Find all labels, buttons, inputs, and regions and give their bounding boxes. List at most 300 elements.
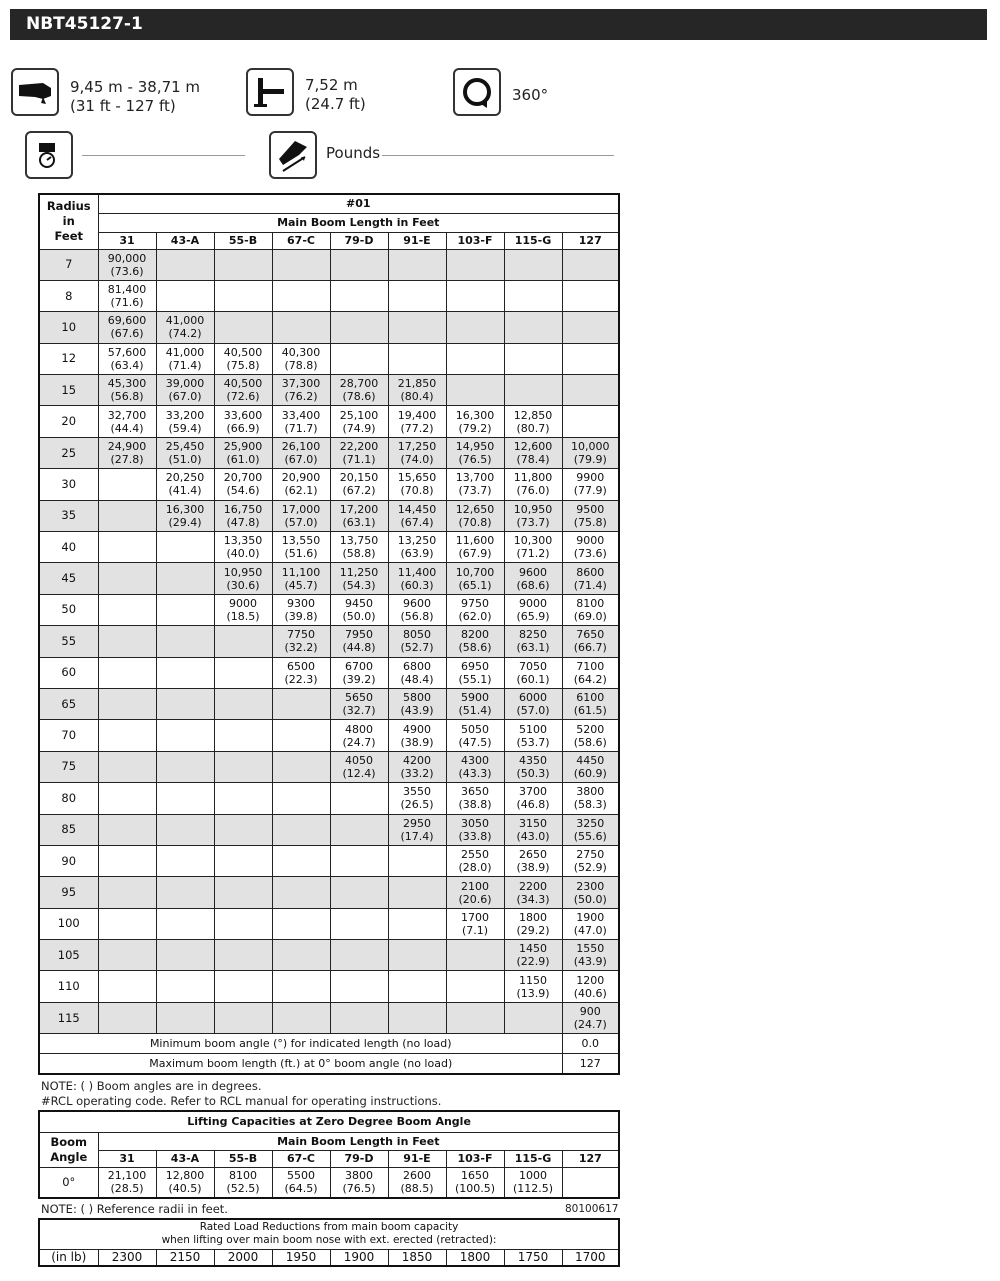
capacity-cell bbox=[156, 783, 214, 814]
capacity-cell bbox=[214, 783, 272, 814]
capacity-cell bbox=[214, 751, 272, 782]
capacity-cell: 10,300 (71.2) bbox=[504, 532, 562, 563]
outrigger-icon bbox=[246, 68, 294, 116]
boom-length-column-header: 55-B bbox=[214, 232, 272, 249]
reduction-value: 1750 bbox=[504, 1249, 562, 1266]
capacity-cell bbox=[214, 908, 272, 939]
max-boom-length-label: Maximum boom length (ft.) at 0° boom angle (no load) bbox=[39, 1054, 562, 1074]
capacity-cell bbox=[388, 908, 446, 939]
capacity-cell: 20,150 (67.2) bbox=[330, 469, 388, 500]
capacity-cell bbox=[156, 688, 214, 719]
reductions-unit-label: (in lb) bbox=[39, 1249, 98, 1266]
capacity-cell: 13,250 (63.9) bbox=[388, 532, 446, 563]
capacity-cell: 1700 (7.1) bbox=[446, 908, 504, 939]
table-row bbox=[39, 657, 619, 688]
zero-angle-title: Lifting Capacities at Zero Degree Boom Angle bbox=[39, 1111, 619, 1132]
radius-cell: 30 bbox=[39, 469, 98, 500]
radius-cell: 8 bbox=[39, 280, 98, 311]
outrigger-span-feet: (24.7 ft) bbox=[305, 95, 366, 113]
capacity-cell: 1900 (47.0) bbox=[562, 908, 619, 939]
zero-capacity-cell: 2600 (88.5) bbox=[388, 1167, 446, 1198]
capacity-cell: 4300 (43.3) bbox=[446, 751, 504, 782]
capacity-cell: 17,000 (57.0) bbox=[272, 500, 330, 531]
table-row bbox=[39, 532, 619, 563]
document-title: NBT45127-1 bbox=[10, 9, 987, 40]
radius-cell: 100 bbox=[39, 908, 98, 939]
capacity-cell: 12,650 (70.8) bbox=[446, 500, 504, 531]
zero-capacity-cell: 1650 (100.5) bbox=[446, 1167, 504, 1198]
capacity-cell: 6800 (48.4) bbox=[388, 657, 446, 688]
capacity-cell bbox=[98, 814, 156, 845]
capacity-cell bbox=[562, 375, 619, 406]
capacity-cell: 9600 (56.8) bbox=[388, 594, 446, 625]
capacity-cell: 5100 (53.7) bbox=[504, 720, 562, 751]
capacity-cell bbox=[504, 249, 562, 280]
zero-length-column-header: 91-E bbox=[388, 1150, 446, 1167]
capacity-cell: 5650 (32.7) bbox=[330, 688, 388, 719]
capacity-cell: 11,250 (54.3) bbox=[330, 563, 388, 594]
table-row bbox=[39, 845, 619, 876]
min-boom-angle-label: Minimum boom angle (°) for indicated length (no load) bbox=[39, 1034, 562, 1054]
capacity-cell: 1550 (43.9) bbox=[562, 940, 619, 971]
reductions-table bbox=[38, 1218, 620, 1267]
counterweight-icon bbox=[25, 131, 73, 179]
capacity-cell bbox=[330, 845, 388, 876]
radius-cell: 45 bbox=[39, 563, 98, 594]
capacity-cell bbox=[214, 814, 272, 845]
table-row bbox=[39, 437, 619, 468]
capacity-cell: 41,000 (71.4) bbox=[156, 343, 214, 374]
capacity-cell: 3650 (38.8) bbox=[446, 783, 504, 814]
capacity-cell: 22,200 (71.1) bbox=[330, 437, 388, 468]
capacity-cell: 6950 (55.1) bbox=[446, 657, 504, 688]
capacity-cell bbox=[98, 845, 156, 876]
zero-capacity-cell: 1000 (112.5) bbox=[504, 1167, 562, 1198]
capacity-cell: 4200 (33.2) bbox=[388, 751, 446, 782]
capacity-cell bbox=[98, 751, 156, 782]
radius-header: Radius in Feet bbox=[39, 194, 98, 249]
capacity-cell: 1800 (29.2) bbox=[504, 908, 562, 939]
radius-cell: 115 bbox=[39, 1002, 98, 1033]
table-row bbox=[39, 375, 619, 406]
capacity-cell bbox=[272, 249, 330, 280]
capacity-cell: 10,000 (79.9) bbox=[562, 437, 619, 468]
note-reference-radii: NOTE: ( ) Reference radii in feet. bbox=[41, 1202, 228, 1216]
capacity-cell: 33,600 (66.9) bbox=[214, 406, 272, 437]
boom-length-column-header: 115-G bbox=[504, 232, 562, 249]
table-row bbox=[39, 720, 619, 751]
capacity-cell: 17,250 (74.0) bbox=[388, 437, 446, 468]
capacity-cell: 12,850 (80.7) bbox=[504, 406, 562, 437]
capacity-cell: 900 (24.7) bbox=[562, 1002, 619, 1033]
zero-length-column-header: 43-A bbox=[156, 1150, 214, 1167]
zero-angle-label: 0° bbox=[39, 1167, 98, 1198]
capacity-cell: 1200 (40.6) bbox=[562, 971, 619, 1002]
table-row bbox=[39, 626, 619, 657]
capacity-cell: 9000 (18.5) bbox=[214, 594, 272, 625]
capacity-cell bbox=[272, 877, 330, 908]
table-row bbox=[39, 563, 619, 594]
capacity-cell: 4900 (38.9) bbox=[388, 720, 446, 751]
capacity-cell: 10,950 (73.7) bbox=[504, 500, 562, 531]
radius-cell: 60 bbox=[39, 657, 98, 688]
capacity-cell bbox=[214, 626, 272, 657]
capacity-cell bbox=[98, 500, 156, 531]
capacity-cell: 20,900 (62.1) bbox=[272, 469, 330, 500]
zero-length-column-header: 127 bbox=[562, 1150, 619, 1167]
note-boom-angles: NOTE: ( ) Boom angles are in degrees. bbox=[41, 1079, 262, 1093]
capacity-cell bbox=[98, 877, 156, 908]
capacity-cell bbox=[446, 280, 504, 311]
reduction-value: 2150 bbox=[156, 1249, 214, 1266]
capacity-cell bbox=[156, 563, 214, 594]
boom-length-column-header: 103-F bbox=[446, 232, 504, 249]
radius-cell: 75 bbox=[39, 751, 98, 782]
capacity-cell bbox=[388, 1002, 446, 1033]
capacity-cell: 9000 (73.6) bbox=[562, 532, 619, 563]
capacity-cell: 33,400 (71.7) bbox=[272, 406, 330, 437]
capacity-cell bbox=[272, 908, 330, 939]
table-row bbox=[39, 500, 619, 531]
radius-cell: 35 bbox=[39, 500, 98, 531]
boom-length-column-header: 91-E bbox=[388, 232, 446, 249]
capacity-cell bbox=[504, 280, 562, 311]
capacity-cell bbox=[156, 971, 214, 1002]
zero-capacity-cell: 12,800 (40.5) bbox=[156, 1167, 214, 1198]
capacity-cell bbox=[446, 375, 504, 406]
table-row bbox=[39, 751, 619, 782]
capacity-cell bbox=[330, 1002, 388, 1033]
radius-cell: 90 bbox=[39, 845, 98, 876]
table-row bbox=[39, 280, 619, 311]
capacity-cell: 2550 (28.0) bbox=[446, 845, 504, 876]
capacity-cell bbox=[156, 720, 214, 751]
boom-length-column-header: 67-C bbox=[272, 232, 330, 249]
reduction-value: 1700 bbox=[562, 1249, 619, 1266]
capacity-cell: 13,350 (40.0) bbox=[214, 532, 272, 563]
max-boom-length-value: 127 bbox=[562, 1054, 619, 1074]
capacity-cell: 8200 (58.6) bbox=[446, 626, 504, 657]
load-units-icon bbox=[269, 131, 317, 179]
load-units-label: Pounds bbox=[326, 144, 381, 162]
capacity-cell: 40,300 (78.8) bbox=[272, 343, 330, 374]
capacity-cell bbox=[388, 249, 446, 280]
capacity-cell: 90,000 (73.6) bbox=[98, 249, 156, 280]
capacity-cell: 7950 (44.8) bbox=[330, 626, 388, 657]
capacity-cell bbox=[156, 751, 214, 782]
capacity-cell bbox=[156, 249, 214, 280]
zero-length-column-header: 115-G bbox=[504, 1150, 562, 1167]
capacity-cell bbox=[388, 971, 446, 1002]
table-row bbox=[39, 877, 619, 908]
boom-range-feet: (31 ft - 127 ft) bbox=[70, 97, 176, 115]
capacity-cell bbox=[272, 845, 330, 876]
capacity-cell: 9450 (50.0) bbox=[330, 594, 388, 625]
capacity-cell: 9750 (62.0) bbox=[446, 594, 504, 625]
capacity-cell: 9000 (65.9) bbox=[504, 594, 562, 625]
capacity-cell bbox=[156, 877, 214, 908]
capacity-cell bbox=[562, 343, 619, 374]
capacity-cell bbox=[98, 688, 156, 719]
capacity-cell bbox=[272, 1002, 330, 1033]
capacity-cell: 25,900 (61.0) bbox=[214, 437, 272, 468]
zero-capacity-cell: 8100 (52.5) bbox=[214, 1167, 272, 1198]
capacity-cell: 69,600 (67.6) bbox=[98, 312, 156, 343]
capacity-cell bbox=[156, 594, 214, 625]
capacity-cell bbox=[98, 469, 156, 500]
capacity-cell: 9300 (39.8) bbox=[272, 594, 330, 625]
zero-length-header: Main Boom Length in Feet bbox=[98, 1132, 619, 1150]
capacity-cell bbox=[272, 783, 330, 814]
capacity-cell: 39,000 (67.0) bbox=[156, 375, 214, 406]
zero-length-column-header: 67-C bbox=[272, 1150, 330, 1167]
radius-cell: 95 bbox=[39, 877, 98, 908]
capacity-cell: 11,600 (67.9) bbox=[446, 532, 504, 563]
radius-cell: 10 bbox=[39, 312, 98, 343]
capacity-cell: 57,600 (63.4) bbox=[98, 343, 156, 374]
capacity-cell bbox=[98, 940, 156, 971]
capacity-cell: 10,700 (65.1) bbox=[446, 563, 504, 594]
capacity-cell: 7750 (32.2) bbox=[272, 626, 330, 657]
capacity-cell bbox=[214, 877, 272, 908]
capacity-cell: 5900 (51.4) bbox=[446, 688, 504, 719]
table-row bbox=[39, 312, 619, 343]
boom-length-column-header: 79-D bbox=[330, 232, 388, 249]
capacity-cell bbox=[504, 375, 562, 406]
capacity-cell: 13,550 (51.6) bbox=[272, 532, 330, 563]
note-rcl-code: #RCL operating code. Refer to RCL manual for operating instructions. bbox=[41, 1094, 442, 1108]
zero-capacity-cell: 21,100 (28.5) bbox=[98, 1167, 156, 1198]
radius-cell: 40 bbox=[39, 532, 98, 563]
capacity-cell: 11,100 (45.7) bbox=[272, 563, 330, 594]
capacity-cell bbox=[388, 280, 446, 311]
radius-cell: 20 bbox=[39, 406, 98, 437]
boom-length-icon bbox=[11, 68, 59, 116]
capacity-cell: 3700 (46.8) bbox=[504, 783, 562, 814]
table-row bbox=[39, 249, 619, 280]
min-boom-angle-value: 0.0 bbox=[562, 1034, 619, 1054]
capacity-cell: 6500 (22.3) bbox=[272, 657, 330, 688]
rotation-icon bbox=[453, 68, 501, 116]
capacity-cell bbox=[214, 249, 272, 280]
capacity-cell: 14,450 (67.4) bbox=[388, 500, 446, 531]
reduction-value: 1850 bbox=[388, 1249, 446, 1266]
capacity-cell bbox=[98, 971, 156, 1002]
capacity-cell bbox=[504, 343, 562, 374]
reduction-value: 1950 bbox=[272, 1249, 330, 1266]
capacity-cell bbox=[388, 877, 446, 908]
capacity-cell bbox=[98, 563, 156, 594]
outrigger-span-metric: 7,52 m bbox=[305, 76, 358, 94]
capacity-cell: 81,400 (71.6) bbox=[98, 280, 156, 311]
capacity-cell bbox=[446, 1002, 504, 1033]
capacity-cell bbox=[272, 814, 330, 845]
capacity-cell: 6000 (57.0) bbox=[504, 688, 562, 719]
capacity-cell bbox=[156, 532, 214, 563]
table-row bbox=[39, 1002, 619, 1033]
capacity-cell: 33,200 (59.4) bbox=[156, 406, 214, 437]
zero-capacity-cell: 5500 (64.5) bbox=[272, 1167, 330, 1198]
capacity-cell bbox=[156, 657, 214, 688]
table-row bbox=[39, 688, 619, 719]
capacity-cell: 6100 (61.5) bbox=[562, 688, 619, 719]
radius-cell: 85 bbox=[39, 814, 98, 845]
capacity-cell: 13,700 (73.7) bbox=[446, 469, 504, 500]
radius-cell: 50 bbox=[39, 594, 98, 625]
zero-length-column-header: 55-B bbox=[214, 1150, 272, 1167]
boom-length-header: Main Boom Length in Feet bbox=[98, 213, 619, 232]
capacity-cell bbox=[330, 940, 388, 971]
divider-line bbox=[382, 155, 614, 156]
capacity-cell: 14,950 (76.5) bbox=[446, 437, 504, 468]
capacity-cell: 17,200 (63.1) bbox=[330, 500, 388, 531]
radius-cell: 15 bbox=[39, 375, 98, 406]
capacity-cell: 7650 (66.7) bbox=[562, 626, 619, 657]
capacity-cell: 15,650 (70.8) bbox=[388, 469, 446, 500]
capacity-cell: 2650 (38.9) bbox=[504, 845, 562, 876]
capacity-cell: 8050 (52.7) bbox=[388, 626, 446, 657]
capacity-cell bbox=[98, 1002, 156, 1033]
capacity-cell: 2750 (52.9) bbox=[562, 845, 619, 876]
capacity-cell: 21,850 (80.4) bbox=[388, 375, 446, 406]
capacity-cell bbox=[272, 751, 330, 782]
capacity-cell bbox=[330, 343, 388, 374]
reduction-value: 1900 bbox=[330, 1249, 388, 1266]
capacity-cell: 8600 (71.4) bbox=[562, 563, 619, 594]
capacity-cell bbox=[330, 971, 388, 1002]
capacity-cell: 8100 (69.0) bbox=[562, 594, 619, 625]
capacity-cell bbox=[98, 626, 156, 657]
capacity-cell: 5200 (58.6) bbox=[562, 720, 619, 751]
capacity-cell: 16,750 (47.8) bbox=[214, 500, 272, 531]
radius-cell: 80 bbox=[39, 783, 98, 814]
boom-length-column-header: 43-A bbox=[156, 232, 214, 249]
zero-length-column-header: 103-F bbox=[446, 1150, 504, 1167]
capacity-cell bbox=[562, 280, 619, 311]
reductions-title: Rated Load Reductions from main boom capacity when lifting over main boom nose with ext. erected (retracted): bbox=[39, 1219, 619, 1249]
capacity-cell bbox=[272, 312, 330, 343]
capacity-cell bbox=[156, 908, 214, 939]
capacity-cell: 11,400 (60.3) bbox=[388, 563, 446, 594]
capacity-cell bbox=[214, 657, 272, 688]
capacity-cell bbox=[98, 720, 156, 751]
zero-length-column-header: 31 bbox=[98, 1150, 156, 1167]
capacity-cell: 4050 (12.4) bbox=[330, 751, 388, 782]
capacity-cell: 3800 (58.3) bbox=[562, 783, 619, 814]
table-row bbox=[39, 469, 619, 500]
boom-length-column-header: 127 bbox=[562, 232, 619, 249]
zero-length-column-header: 79-D bbox=[330, 1150, 388, 1167]
boom-range-metric: 9,45 m - 38,71 m bbox=[70, 78, 201, 96]
capacity-cell: 37,300 (76.2) bbox=[272, 375, 330, 406]
capacity-cell: 25,100 (74.9) bbox=[330, 406, 388, 437]
capacity-cell bbox=[214, 845, 272, 876]
capacity-cell bbox=[156, 280, 214, 311]
capacity-cell: 28,700 (78.6) bbox=[330, 375, 388, 406]
capacity-cell bbox=[504, 312, 562, 343]
capacity-cell: 26,100 (67.0) bbox=[272, 437, 330, 468]
radius-cell: 65 bbox=[39, 688, 98, 719]
capacity-cell: 4450 (60.9) bbox=[562, 751, 619, 782]
table-row bbox=[39, 908, 619, 939]
capacity-cell bbox=[272, 688, 330, 719]
capacity-cell bbox=[214, 312, 272, 343]
capacity-cell bbox=[330, 814, 388, 845]
reduction-value: 1800 bbox=[446, 1249, 504, 1266]
capacity-cell: 9900 (77.9) bbox=[562, 469, 619, 500]
table-row bbox=[39, 594, 619, 625]
capacity-cell bbox=[156, 845, 214, 876]
boom-length-column-header: 31 bbox=[98, 232, 156, 249]
capacity-cell bbox=[504, 1002, 562, 1033]
capacity-cell: 20,700 (54.6) bbox=[214, 469, 272, 500]
capacity-cell: 7100 (64.2) bbox=[562, 657, 619, 688]
load-chart-table bbox=[38, 193, 620, 1075]
divider-line bbox=[82, 155, 245, 156]
capacity-cell bbox=[330, 877, 388, 908]
document-number: 80100617 bbox=[565, 1203, 619, 1215]
capacity-cell: 16,300 (79.2) bbox=[446, 406, 504, 437]
capacity-cell bbox=[272, 940, 330, 971]
table-row bbox=[39, 343, 619, 374]
capacity-cell: 1150 (13.9) bbox=[504, 971, 562, 1002]
capacity-cell bbox=[156, 1002, 214, 1033]
capacity-cell bbox=[272, 720, 330, 751]
capacity-cell bbox=[330, 908, 388, 939]
table-row bbox=[39, 940, 619, 971]
capacity-cell: 25,450 (51.0) bbox=[156, 437, 214, 468]
radius-cell: 12 bbox=[39, 343, 98, 374]
capacity-cell: 13,750 (58.8) bbox=[330, 532, 388, 563]
capacity-cell bbox=[330, 249, 388, 280]
capacity-cell: 2950 (17.4) bbox=[388, 814, 446, 845]
rotation-value: 360° bbox=[512, 86, 549, 104]
capacity-cell: 12,600 (78.4) bbox=[504, 437, 562, 468]
capacity-cell: 16,300 (29.4) bbox=[156, 500, 214, 531]
capacity-cell bbox=[214, 940, 272, 971]
capacity-cell bbox=[446, 312, 504, 343]
capacity-cell bbox=[330, 280, 388, 311]
radius-cell: 110 bbox=[39, 971, 98, 1002]
capacity-cell bbox=[388, 312, 446, 343]
capacity-cell: 1450 (22.9) bbox=[504, 940, 562, 971]
capacity-cell: 5800 (43.9) bbox=[388, 688, 446, 719]
zero-capacity-cell bbox=[562, 1167, 619, 1198]
capacity-cell: 24,900 (27.8) bbox=[98, 437, 156, 468]
capacity-cell bbox=[388, 343, 446, 374]
capacity-cell: 10,950 (30.6) bbox=[214, 563, 272, 594]
capacity-cell: 20,250 (41.4) bbox=[156, 469, 214, 500]
capacity-cell: 3550 (26.5) bbox=[388, 783, 446, 814]
capacity-cell: 40,500 (75.8) bbox=[214, 343, 272, 374]
radius-cell: 105 bbox=[39, 940, 98, 971]
capacity-cell bbox=[156, 940, 214, 971]
radius-cell: 70 bbox=[39, 720, 98, 751]
radius-cell: 55 bbox=[39, 626, 98, 657]
zero-capacity-cell: 3800 (76.5) bbox=[330, 1167, 388, 1198]
capacity-cell bbox=[562, 312, 619, 343]
capacity-cell: 11,800 (76.0) bbox=[504, 469, 562, 500]
capacity-cell: 2200 (34.3) bbox=[504, 877, 562, 908]
capacity-cell: 4800 (24.7) bbox=[330, 720, 388, 751]
capacity-cell bbox=[98, 783, 156, 814]
capacity-cell bbox=[388, 940, 446, 971]
rcl-code: #01 bbox=[98, 194, 619, 213]
radius-cell: 25 bbox=[39, 437, 98, 468]
reduction-value: 2000 bbox=[214, 1249, 272, 1266]
capacity-cell: 9500 (75.8) bbox=[562, 500, 619, 531]
radius-cell: 7 bbox=[39, 249, 98, 280]
